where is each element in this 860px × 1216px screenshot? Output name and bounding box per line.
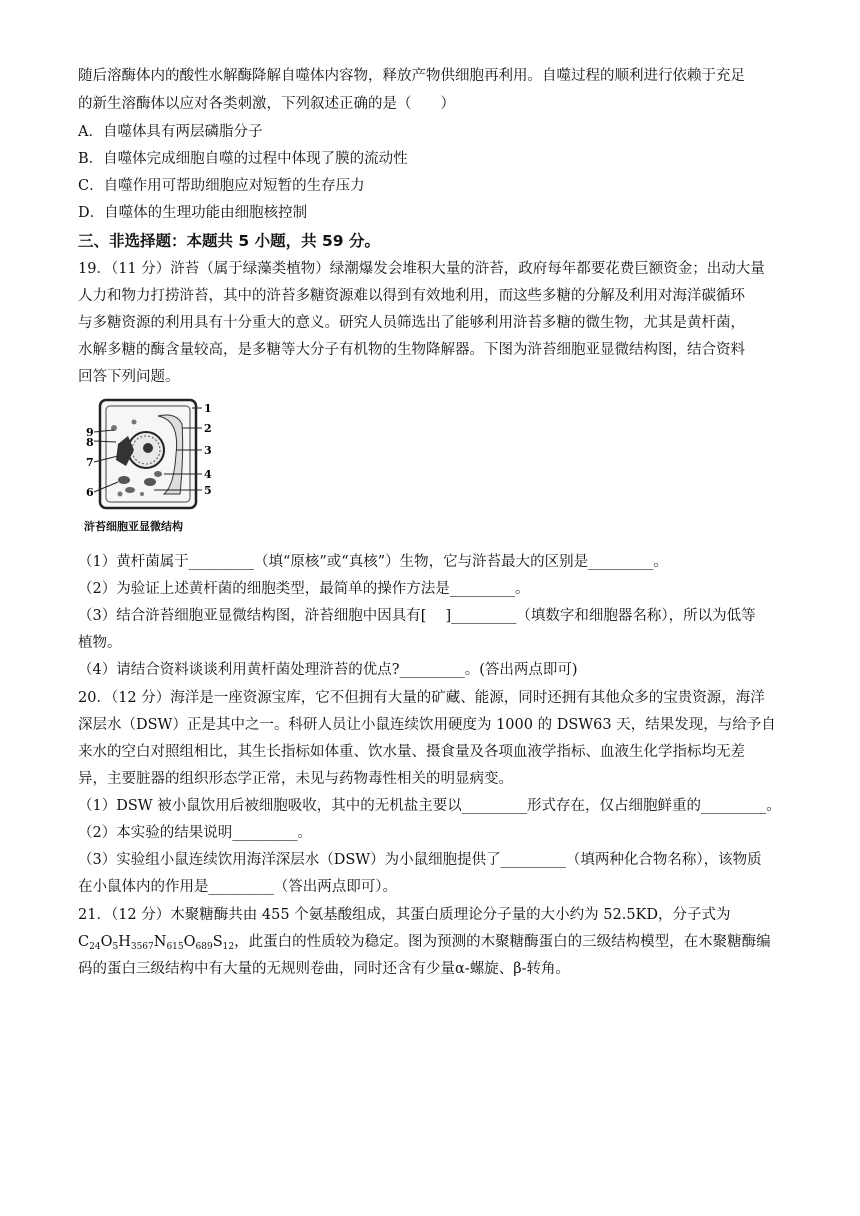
q19-intro-line3: 与多糖资源的利用具有十分重大的意义。研究人员筛选出了能够利用浒苔多糖的微生物，尤其是黄杆菌， (78, 315, 745, 331)
q20-intro-line1: 20．（12 分）海洋是一座资源宝库，它不但拥有大量的矿藏、能源，同时还拥有其他众多的宝贵资源，海洋 (78, 690, 765, 706)
formula-n: N (153, 934, 167, 950)
q19-sub3-line1: （3）结合浒苔细胞亚显微结构图，浒苔细胞中因具有[ ]_________（填数字和细胞器名称），所以为低等 (78, 608, 756, 624)
figure-label-6: 6 (86, 486, 94, 499)
q19-intro-line1: 19．（11 分）浒苔（属于绿藻类植物）绿潮爆发会堆积大量的浒苔，政府每年都要花费巨额资金；出动大量 (78, 261, 765, 277)
q21-line1: 21．（12 分）木聚糖酶共由 455 个氨基酸组成，其蛋白质理论分子量的大小约为 52.5KD，分子式为 (78, 907, 731, 923)
formula-c: C (78, 934, 90, 950)
q20-sub2: （2）本实验的结果说明_________。 (78, 825, 312, 841)
q20-sub3-line2: 在小鼠体内的作用是_________（答出两点即可）。 (78, 879, 397, 895)
q20-sub1: （1）DSW 被小鼠饮用后被细胞吸收，其中的无机盐主要以_________形式存在，仅占细胞鲜重的_________。 (78, 798, 781, 814)
section-3-title: 三、非选择题：本题共 5 小题，共 59 分。 (78, 232, 380, 250)
q18-stem-line1: 随后溶酶体内的酸性水解酶降解自噬体内容物，释放产物供细胞再利用。自噬过程的顺利进行依赖于充足 (78, 68, 745, 84)
figure-caption: 浒苔细胞亚显微结构 (84, 520, 183, 533)
q21-line3: 码的蛋白三级结构中有大量的无规则卷曲，同时还含有少量α-螺旋、β-转角。 (78, 961, 570, 977)
q19-intro-line5: 回答下列问题。 (78, 369, 180, 385)
cell-structure-figure (84, 394, 230, 544)
figure-label-2: 2 (204, 422, 212, 435)
cell-diagram (84, 394, 230, 514)
q19-sub1: （1）黄杆菌属于_________（填“原核”或“真核”）生物，它与浒苔最大的区别是_________。 (78, 554, 668, 570)
q20-intro-line4: 异，主要脏器的组织形态学正常，未见与药物毒性相关的明显病变。 (78, 771, 513, 787)
q18-option-c: C．自噬作用可帮助细胞应对短暂的生存压力 (78, 178, 365, 194)
q21-line2-rest: ，此蛋白的性质较为稳定。图为预测的木聚糖酶蛋白的三级结构模型，在木聚糖酶编 (234, 934, 771, 950)
figure-label-9: 9 (86, 426, 94, 439)
q18-stem-line2: 的新生溶酶体以应对各类刺激，下列叙述正确的是（ ） (78, 96, 455, 112)
q20-sub3-line1: （3）实验组小鼠连续饮用海洋深层水（DSW）为小鼠细胞提供了_________（填两种化合物名称），该物质 (78, 852, 762, 868)
q19-sub2: （2）为验证上述黄杆菌的细胞类型，最简单的操作方法是_________。 (78, 581, 530, 597)
q19-intro-line4: 水解多糖的酶含量较高，是多糖等大分子有机物的生物降解器。下图为浒苔细胞亚显微结构图，结合资料 (78, 342, 745, 358)
figure-label-5: 5 (204, 484, 212, 497)
q18-option-b: B．自噬体完成细胞自噬的过程中体现了膜的流动性 (78, 151, 408, 167)
q18-option-d: D．自噬体的生理功能由细胞核控制 (78, 205, 308, 221)
figure-label-8: 8 (86, 436, 94, 449)
formula-o2: O (183, 934, 196, 950)
q18-option-a: A．自噬体具有两层磷脂分子 (78, 124, 263, 140)
figure-label-3: 3 (204, 444, 212, 457)
q19-sub3-line2: 植物。 (78, 635, 122, 651)
figure-label-4: 4 (204, 468, 212, 481)
q19-sub4: （4）请结合资料谈谈利用黄杆菌处理浒苔的优点?_________。(答出两点即可) (78, 662, 578, 678)
q20-intro-line2: 深层水（DSW）正是其中之一。科研人员让小鼠连续饮用硬度为 1000 的 DSW63 天，结果发现，与给予自 (78, 717, 776, 733)
figure-label-7: 7 (86, 456, 94, 469)
formula-s: S (212, 934, 223, 950)
q19-intro-line2: 人力和物力打捞浒苔，其中的浒苔多糖资源难以得到有效地利用，而这些多糖的分解及利用对海洋碳循环 (78, 288, 745, 304)
formula-o1: O (100, 934, 113, 950)
q20-intro-line3: 来水的空白对照组相比，其生长指标如体重、饮水量、摄食量及各项血液学指标、血液生化学指标均无差 (78, 744, 745, 760)
q21-line2: $C_{24}O_5H_{3567}N_{615}O_{689}S_{12}$，此蛋白的性质较为稳定。图为预测的木聚糖酶蛋白的三级结构模型，在木聚糖酶编 (78, 934, 771, 952)
figure-label-1: 1 (204, 402, 212, 415)
formula-h: H (118, 934, 131, 950)
